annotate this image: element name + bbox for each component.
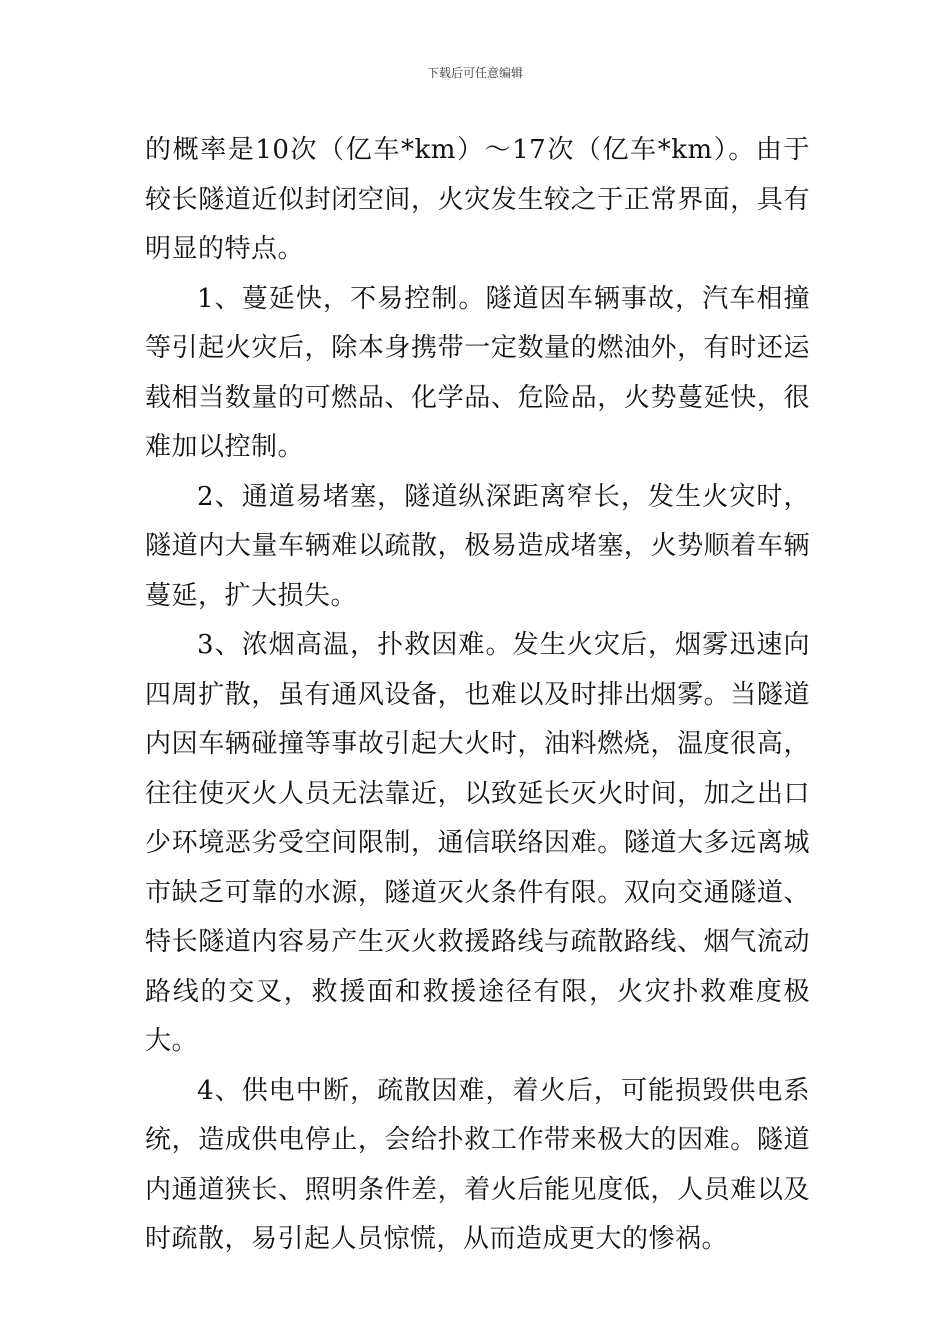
page-header: 下载后可任意编辑 xyxy=(426,66,523,80)
document-body xyxy=(145,126,810,1265)
paragraph-point-3: 3、浓烟高温，扑救因难。发生火灾后，烟雾迅速向四周扩散，虽有通风设备，也难以及时排出烟雾。当隧道内因车辆碰撞等事故引起大火时，油料燃烧，温度很高，往往使灭火人员无法靠近，以致延长灭火时间，加之出口少环境恶劣受空间限制，通信联络因难。隧道大多远离城市缺乏可靠的水源，隧道灭火条件有限。双向交通隧道、特长隧道内容易产生灭火救援路线与疏散路线、烟气流动路线的交叉，救援面和救援途径有限，火灾扑救难度极大。 xyxy=(145,630,810,1056)
paragraph-continuation: 的概率是10次（亿车*km）～17次（亿车*km）。由于较长隧道近似封闭空间，火灾发生较之于正常界面，具有明显的特点。 xyxy=(145,135,810,264)
paragraph-point-1: 1、蔓延快，不易控制。隧道因车辆事故，汽车相撞等引起火灾后，除本身携带一定数量的燃油外，有时还运载相当数量的可燃品、化学品、危险品，火势蔓延快，很难加以控制。 xyxy=(145,283,810,462)
paragraph-point-4: 4、供电中断，疏散因难，着火后，可能损毁供电系统，造成供电停止，会给扑救工作带来极大的因难。隧道内通道狭长、照明条件差，着火后能见度低，人员难以及时疏散，易引起人员惊慌，从而造成更大的惨祸。 xyxy=(145,1075,810,1254)
paragraph-point-2: 2、通道易堵塞，隧道纵深距离窄长，发生火灾时，隧道内大量车辆难以疏散，极易造成堵塞，火势顺着车辆蔓延，扩大损失。 xyxy=(145,481,810,611)
